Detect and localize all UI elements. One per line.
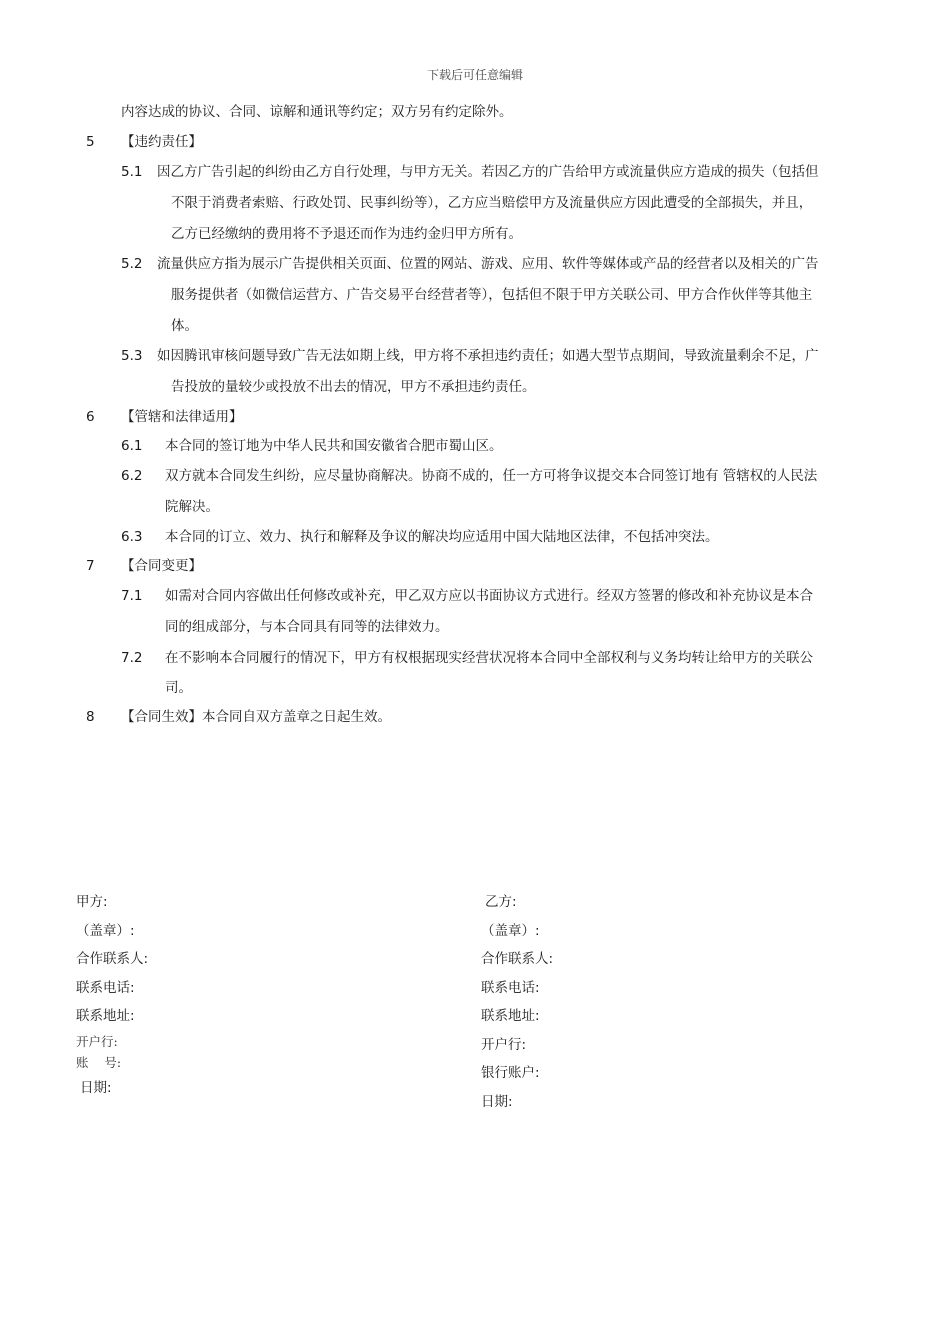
- clause-6-3-number: 6.3: [121, 529, 143, 545]
- clause-5-2-line-1: 流量供应方指为展示广告提供相关页面、位置的网站、游戏、应用、软件等媒体或产品的经营者以及相关的广告: [157, 256, 819, 272]
- section-6-title: 【管辖和法律适用】: [121, 409, 243, 425]
- party-a-account-label: 账 号:: [76, 1055, 122, 1070]
- section-7-number: 7: [86, 558, 95, 574]
- clause-7-2-line-2: 司。: [165, 680, 192, 696]
- party-a-address-label: 联系地址:: [76, 1008, 135, 1024]
- party-b-name-label: 乙方:: [485, 894, 517, 910]
- clause-6-2-line-1: 双方就本合同发生纠纷，应尽量协商解决。协商不成的，任一方可将争议提交本合同签订地有 管辖权的人民法: [165, 468, 818, 484]
- section-7-title: 【合同变更】: [121, 558, 202, 574]
- clause-6-2-line-2: 院解决。: [165, 499, 219, 515]
- party-b-account-label: 银行账户:: [481, 1065, 540, 1081]
- section-8-text: 【合同生效】本合同自双方盖章之日起生效。: [121, 709, 391, 725]
- section-8-number: 8: [86, 709, 95, 725]
- party-a-date-label: 日期:: [80, 1080, 112, 1096]
- section-5-title: 【违约责任】: [121, 134, 202, 150]
- clause-7-2-line-1: 在不影响本合同履行的情况下，甲方有权根据现实经营状况将本合同中全部权利与义务均转让给甲方的关联公: [165, 650, 813, 666]
- clause-6-1-number: 6.1: [121, 438, 143, 454]
- party-a-bank-label: 开户行:: [76, 1034, 118, 1049]
- clause-7-1-number: 7.1: [121, 588, 143, 604]
- clause-5-1-line-3: 乙方已经缴纳的费用将不予退还而作为违约金归甲方所有。: [171, 226, 522, 242]
- section-5-number: 5: [86, 134, 95, 150]
- header-note: 下载后可任意编辑: [426, 68, 523, 82]
- party-b-address-label: 联系地址:: [481, 1008, 540, 1024]
- clause-7-1-line-1: 如需对合同内容做出任何修改或补充，甲乙双方应以书面协议方式进行。经双方签署的修改和补充协议是本合: [165, 588, 813, 604]
- clause-6-3-line-1: 本合同的订立、效力、执行和解释及争议的解决均应适用中国大陆地区法律，不包括冲突法。: [165, 529, 719, 545]
- clause-7-2-number: 7.2: [121, 650, 143, 666]
- party-b-phone-label: 联系电话:: [481, 980, 540, 996]
- party-a-name-label: 甲方:: [76, 894, 108, 910]
- clause-5-1-line-2: 不限于消费者索赔、行政处罚、民事纠纷等），乙方应当赔偿甲方及流量供应方因此遭受的全部损失，并且，: [171, 195, 813, 211]
- clause-6-1-line-1: 本合同的签订地为中华人民共和国安徽省合肥市蜀山区。: [165, 438, 503, 454]
- party-a-seal-label: （盖章）:: [76, 923, 135, 939]
- clause-5-2-number: 5.2: [121, 256, 143, 272]
- party-b-date-label: 日期:: [481, 1094, 513, 1110]
- clause-5-1-number: 5.1: [121, 164, 143, 180]
- party-b-bank-label: 开户行:: [481, 1037, 527, 1053]
- party-b-seal-label: （盖章）:: [481, 923, 540, 939]
- clause-5-2-line-3: 体。: [171, 318, 198, 334]
- clause-7-1-line-2: 同的组成部分，与本合同具有同等的法律效力。: [165, 619, 449, 635]
- party-a-phone-label: 联系电话:: [76, 980, 135, 996]
- party-a-contact-label: 合作联系人:: [76, 951, 149, 967]
- clause-5-3-line-2: 告投放的量较少或投放不出去的情况，甲方不承担违约责任。: [171, 379, 536, 395]
- clause-5-3-line-1: 如因腾讯审核问题导致广告无法如期上线，甲方将不承担违约责任；如遇大型节点期间，导致流量剩余不足，广: [157, 348, 819, 364]
- clause-5-2-line-2: 服务提供者（如微信运营方、广告交易平台经营者等），包括但不限于甲方关联公司、甲方合作伙伴等其他主: [171, 287, 813, 303]
- clause-6-2-number: 6.2: [121, 468, 143, 484]
- clause-5-3-number: 5.3: [121, 348, 143, 364]
- clause-5-1-line-1: 因乙方广告引起的纠纷由乙方自行处理，与甲方无关。若因乙方的广告给甲方或流量供应方造成的损失（包括但: [157, 164, 819, 180]
- party-b-contact-label: 合作联系人:: [481, 951, 554, 967]
- intro-line: 内容达成的协议、合同、谅解和通讯等约定；双方另有约定除外。: [121, 104, 513, 120]
- section-6-number: 6: [86, 409, 95, 425]
